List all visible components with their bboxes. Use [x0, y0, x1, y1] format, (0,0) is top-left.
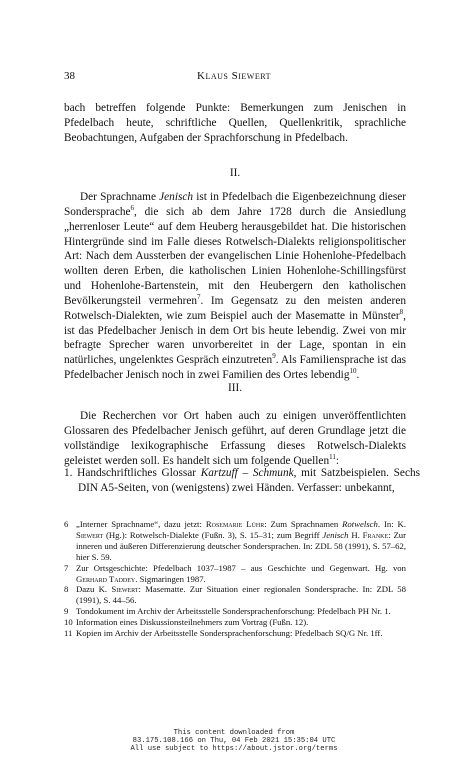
paragraph-recherchen	[64, 409, 406, 468]
author-name: H. Franke	[351, 529, 389, 540]
text-run: .	[356, 369, 360, 382]
term: Rotwelsch	[342, 519, 378, 529]
text-run: : Zur inneren und äußeren Differenzierung deutscher Sondersprachen. In: ZDL 58 (1991), S. 57–62, hier S. 59.	[76, 529, 407, 562]
text-run: 1. Handschriftliches Glossar	[64, 467, 201, 479]
paragraph-intro-continued: bach betreffen folgende Punkte: Bemerkungen zum Jenischen in Pfedelbach heute, schriftliche Quellen, Quellenkritik, sprachliche Beobachtungen, Aufgaben der Sprachforschung in Pfedelbach.	[64, 102, 406, 144]
text-run: Information eines Diskussionsteilnehmers zum Vortrag (Fußn. 12).	[76, 617, 309, 628]
list-item-glossar-1	[64, 466, 420, 496]
footnote-ref-8: 8	[399, 307, 404, 316]
footer-terms-link[interactable]: All use subject to https://about.jstor.org/terms	[130, 745, 338, 754]
text-run: , mit Satzbeispielen. Sechs DIN A5-Seiten, von (wenigstens) zwei Händen. Verfasser: unbekannt,	[78, 467, 421, 494]
text-run: Die Recherchen vor Ort haben auch zu einigen unveröffentlichten Glossaren des Pfedelbacher Jenisch geführt, auf deren Grundlage jetzt die vollständige lexikographische Erfassung dieses Rotwelsch-Dialekts geleistet werden soll. Es handelt sich um folgende Quellen	[64, 410, 406, 467]
text-run: . Als Familiensprache ist das Pfedelbacher Jenisch noch in zwei Familien des Ortes lebendig	[64, 354, 407, 382]
footnote-ref-7: 7	[197, 293, 201, 302]
footnote-ref-6: 6	[130, 204, 135, 213]
text-run: . Im Gegensatz zu den meisten anderen Rotwelsch-Dialekten, wie zum Beispiel auch der Masematte in Münster	[64, 294, 406, 322]
footer-line: 83.175.108.166 on Thu, 04 Feb 2021 15:35:04 UTC	[132, 737, 336, 746]
text-run: Der Sprachname	[80, 191, 160, 203]
footnote-10: 10 Information eines Diskussionsteilnehmers zum Vortrag (Fußn. 12).	[64, 617, 309, 628]
page-number: 38	[64, 70, 75, 82]
text-run: (Hg.): Rotwelsch-Dialekte (Fußn. 3), S. 15–31; zum Begriff	[103, 529, 323, 540]
glossar-title: Kartzuff – Schmunk	[200, 467, 294, 479]
text-run: . Sigmaringen 1987.	[135, 573, 206, 584]
text-run: ist in Pfedelbach die Eigenbezeichnung dieser Sondersprache	[64, 191, 406, 218]
footnote-11: 11 Kopien im Archiv der Arbeitsstelle Sondersprachenforschung: Pfedelbach SQ/G Nr. 1ff.	[64, 628, 383, 639]
text-run: „Interner Sprachname“, dazu jetzt:	[76, 519, 206, 529]
section-heading-iii: III.	[227, 382, 243, 394]
author-name: K. Siewert	[98, 584, 139, 595]
text-run: Tondokument im Archiv der Arbeitsstelle Sondersprachenforschung: Pfedelbach PH Nr. 1.	[76, 606, 391, 617]
term-jenisch: Jenisch	[159, 191, 194, 203]
text-run: Zur Ortsgeschichte: Pfedelbach 1037–1987 – aus Geschichte und Gegenwart. Hg. von	[76, 562, 406, 573]
text-run: Dazu	[76, 584, 99, 595]
text-run: : Zum Sprachnamen	[264, 519, 343, 529]
footnote-6: 6 „Interner Sprachname“, dazu jetzt: Rosemarie Lühr: Zum Sprachnamen Rotwelsch. In: K. Siewert (Hg.): Rotwelsch-Dialekte (Fußn. 3), S. 15–31; zum Begriff Jenisch H. Franke: Zur inneren und äußeren Differenzierung deutscher Sondersprachen. In: ZDL 58 (1991), S. 57–62, hier S. 59.	[64, 519, 407, 562]
author-name: Gerhard Taddey	[76, 573, 136, 584]
footer-line: This content downloaded from	[173, 729, 295, 737]
author-name: Rosemarie Lühr	[205, 519, 265, 529]
text-run: Kopien im Archiv der Arbeitsstelle Sondersprachenforschung: Pfedelbach SQ/G Nr. 1ff.	[76, 628, 383, 639]
jstor-footer	[0, 729, 468, 754]
paragraph-sprachname	[64, 190, 406, 383]
section-heading-ii: II.	[229, 167, 241, 179]
term: Jenisch	[322, 529, 349, 540]
footnote-8: 8 Dazu K. Siewert: Masematte. Zur Situation einer regionalen Sondersprache. In: ZDL 58 (1991), S. 44–56.	[64, 584, 406, 606]
text-run: , die sich ab dem Jahre 1728 durch die Ansiedlung „herrenloser Leute“ auf dem Heuberg herausgebildet hat. Die historischen Hintergründe sind im Falle dieses Rotwelsch-Dialekts religionspolitischer Art: Nach dem Aussterben der evangelischen Linie Hohenlohe-Pfedelbach wollten deren Erben, die katholischen Linien Hohenlohe-Schillingsfürst und Hohenlohe-Bartenstein, mit den Heubergern den katholischen Bevölkerungsteil vermehren	[64, 205, 406, 307]
footnote-ref-10: 10	[349, 367, 357, 376]
author-name: K. Siewert	[76, 519, 406, 540]
running-header	[64, 70, 404, 86]
text-run: : Masematte. Zur Situation einer regionalen Sondersprache. In: ZDL 58 (1991), S. 44–56.	[76, 584, 406, 606]
footnotes	[64, 519, 406, 639]
text-run: , ist das Pfedelbacher Jenisch in dem Ort bis heute lebendig. Zwei von mir befragte Sprecher waren unvorbereitet in der Lage, spontan in ein natürliches, ungelenktes Gespräch einzutreten	[64, 309, 406, 367]
footnote-ref-9: 9	[272, 352, 276, 361]
footnote-9: 9 Tondokument im Archiv der Arbeitsstelle Sondersprachenforschung: Pfedelbach PH Nr. 1.	[64, 606, 391, 617]
footnote-ref-11: 11	[329, 452, 336, 461]
text-run: :	[335, 454, 339, 467]
footnote-7: 7 Zur Ortsgeschichte: Pfedelbach 1037–1987 – aus Geschichte und Gegenwart. Hg. von Gerhard Taddey. Sigmaringen 1987.	[64, 562, 406, 584]
text-run: . In:	[377, 519, 398, 529]
running-head-author: Klaus Siewert	[197, 70, 271, 82]
